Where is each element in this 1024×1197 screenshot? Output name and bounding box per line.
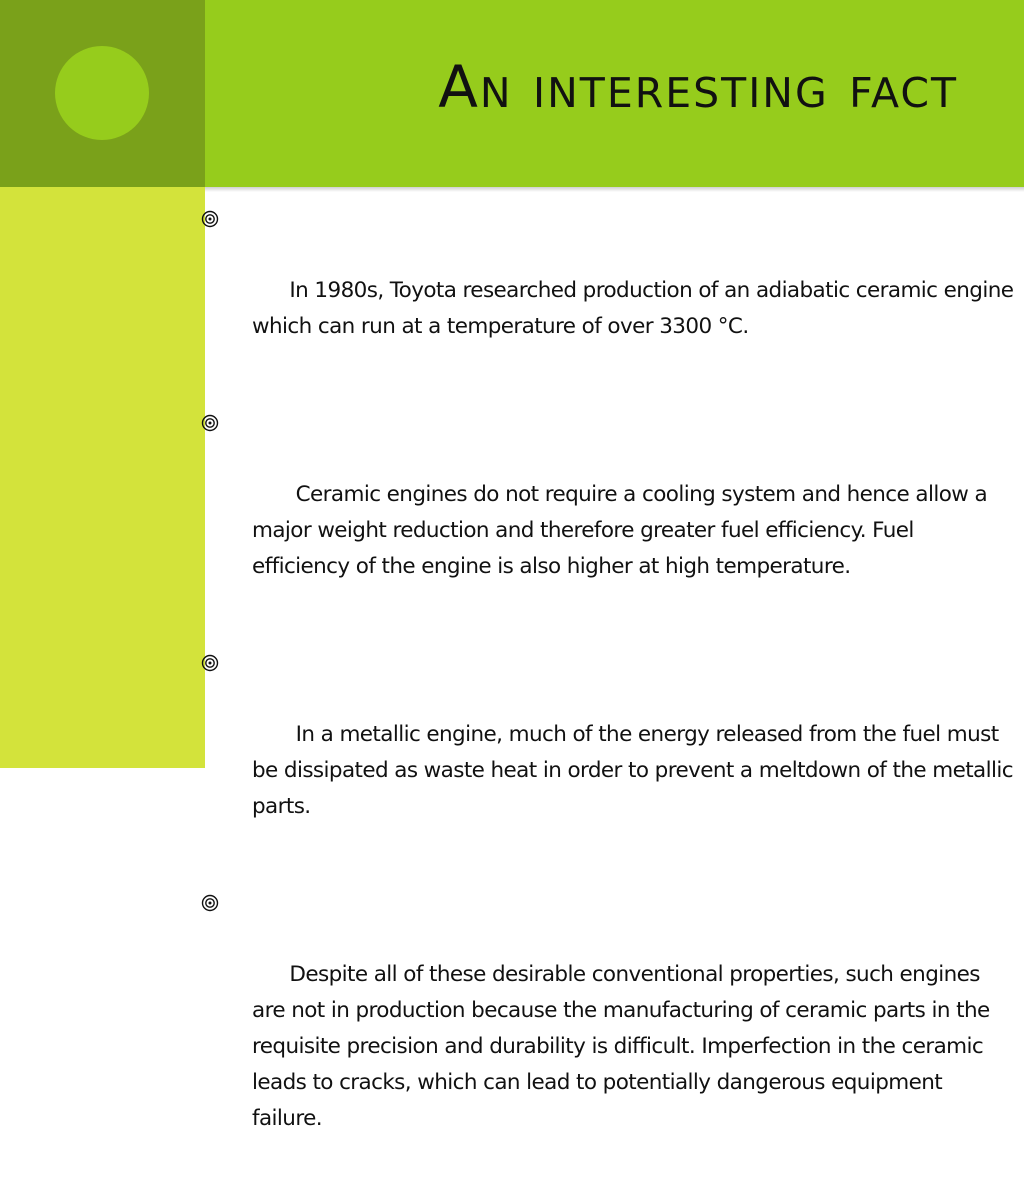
bullet-item <box>205 885 1015 1173</box>
divider-shadow <box>205 187 1024 192</box>
bullet-item <box>205 201 1020 381</box>
bullet-text: In a metallic engine, much of the energy released from the fuel must be dissipated as waste heat in order to prevent a meltdown of the metallic parts. <box>252 722 1020 819</box>
bullseye-icon <box>201 210 219 228</box>
bullet-item <box>205 645 1020 861</box>
bullseye-icon <box>201 654 219 672</box>
bullet-text: In 1980s, Toyota researched production of an adiabatic ceramic engine which can run at a temperature of over 3300 °C. <box>252 278 1020 339</box>
decorative-circle <box>55 46 149 140</box>
slide-title: An interesting fact <box>438 53 958 121</box>
bullet-item <box>205 405 1015 621</box>
side-block-bottom <box>0 187 205 768</box>
side-block-top <box>0 0 205 187</box>
bullseye-icon <box>201 414 219 432</box>
slide-content <box>205 187 1024 1131</box>
bullet-text: Ceramic engines do not require a cooling system and hence allow a major weight reduction and therefore greater fuel efficiency. Fuel efficiency of the engine is also higher at high temperature. <box>252 482 994 579</box>
bullet-text: Despite all of these desirable conventional properties, such engines are not in production because the manufacturing of ceramic parts in the requisite precision and durability is difficult. Imperfection in the ceramic leads to cracks, which can lead to potentially dangerous equipment failure. <box>252 962 996 1131</box>
bullet-list <box>205 201 1020 1197</box>
bullseye-icon <box>201 894 219 912</box>
